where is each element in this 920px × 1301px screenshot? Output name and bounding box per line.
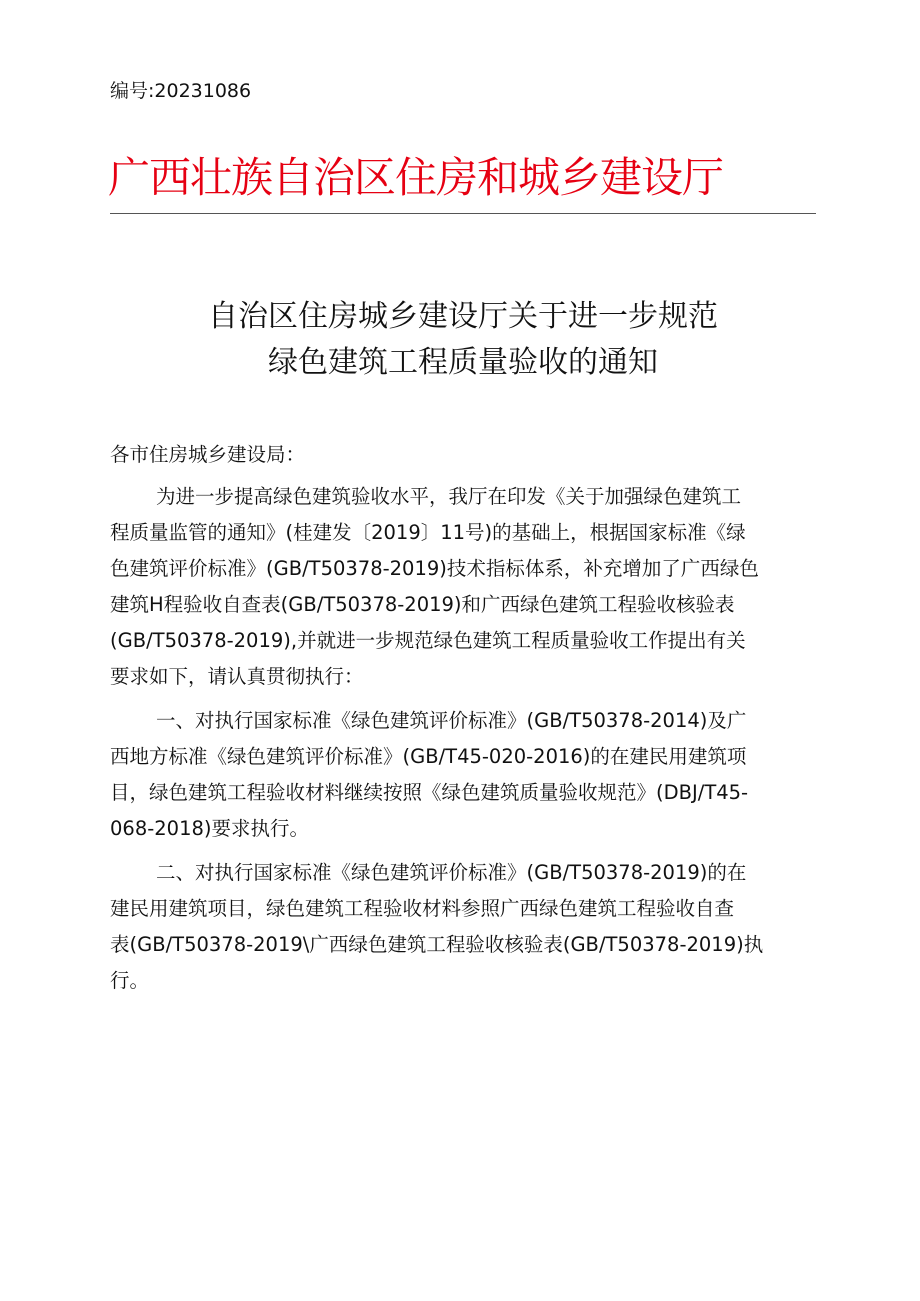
paragraph-line: 表(GB/T50378-2019\广西绿色建筑工程验收核验表(GB/T50378-2019)执 — [110, 933, 764, 956]
paragraph-line: 一、对执行国家标准《绿色建筑评价标准》(GB/T50378-2014)及广 — [156, 709, 747, 732]
paragraph-line: 为进一步提高绿色建筑验收水平，我厅在印发《关于加强绿色建筑工 — [156, 485, 742, 508]
paragraph-line: 西地方标准《绿色建筑评价标准》(GB/T45-020-2016)的在建民用建筑项 — [110, 745, 747, 768]
paragraph-line: 要求如下，请认真贯彻执行： — [110, 665, 364, 688]
paragraph-line: 建民用建筑项目，绿色建筑工程验收材料参照广西绿色建筑工程验收自查 — [110, 897, 735, 920]
paragraph-line: 建筑H程验收自查表(GB/T50378-2019)和广西绿色建筑工程验收核验表 — [110, 593, 735, 616]
issuing-authority-header: 广西壮族自治区住房和城乡建设厅 — [108, 153, 724, 202]
header-divider — [110, 213, 816, 214]
document-number: 编号:20231086 — [110, 80, 252, 102]
notice-title — [110, 294, 816, 386]
paragraph-line: 068-2018)要求执行。 — [110, 817, 309, 840]
notice-title-line-2: 绿色建筑工程质量验收的通知 — [268, 345, 658, 380]
paragraph-line: 目，绿色建筑工程验收材料继续按照《绿色建筑质量验收规范》(DBJ/T45- — [110, 781, 749, 804]
paragraph-line: (GB/T50378-2019),并就进一步规范绿色建筑工程质量验收工作提出有关 — [110, 629, 746, 652]
paragraph-item-1 — [110, 703, 814, 847]
paragraph-line: 程质量监管的通知》(桂建发〔2019〕11号)的基础上，根据国家标准《绿 — [110, 521, 746, 544]
notice-body — [110, 437, 814, 1007]
paragraph-intro — [110, 479, 814, 695]
paragraph-line: 行。 — [110, 969, 150, 992]
notice-title-line-1: 自治区住房城乡建设厅关于进一步规范 — [208, 299, 718, 334]
paragraph-item-2 — [110, 855, 814, 999]
paragraph-line: 二、对执行国家标准《绿色建筑评价标准》(GB/T50378-2019)的在 — [156, 861, 747, 884]
salutation: 各市住房城乡建设局： — [110, 443, 306, 466]
paragraph-line: 色建筑评价标准》(GB/T50378-2019)技术指标体系，补充增加了广西绿色 — [110, 557, 759, 580]
